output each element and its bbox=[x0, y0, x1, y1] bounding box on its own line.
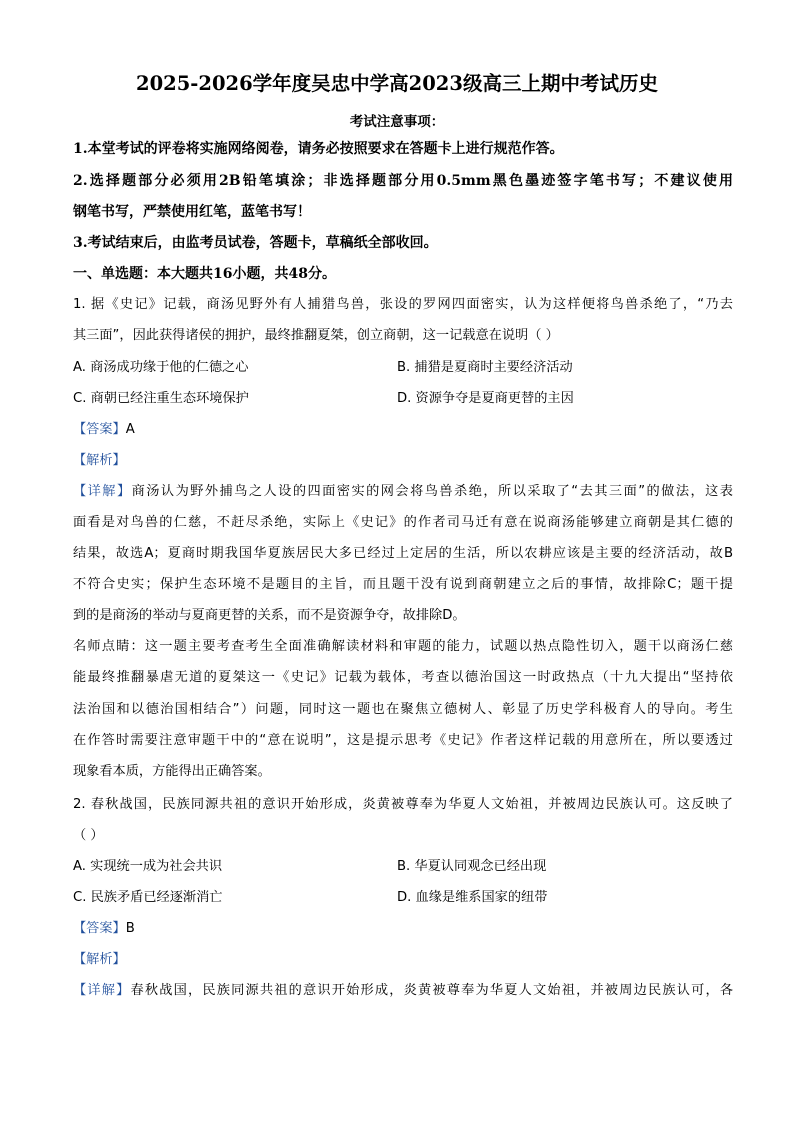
q2-detail-line-1 bbox=[73, 981, 733, 1001]
q1-detail-line-4: 不符合史实；保护生态环境不是题目的主旨，而且题干没有说到商朝建立之后的事情，故排除C；题干提 bbox=[73, 577, 733, 592]
q1-option-d: D. 资源争夺是夏商更替的主因 bbox=[397, 391, 574, 406]
notice-2: 2.选择题部分必须用2B铅笔填涂；非选择题部分用0.5mm黑色墨迹签字笔书写；不建议使用 bbox=[73, 173, 733, 189]
notice-3: 3.考试结束后，由监考员试卷，答题卡，草稿纸全部收回。 bbox=[73, 235, 438, 251]
q1-teacher-line-1: 名师点睛：这一题主要考查考生全面准确解读材料和审题的能力，试题以热点隐性切入，题干以商汤仁慈 bbox=[73, 639, 733, 654]
q1-option-b: B. 捕猎是夏商时主要经济活动 bbox=[397, 360, 573, 375]
q1-detail-line-5: 到的是商汤的举动与夏商更替的关系，而不是资源争夺，故排除D。 bbox=[73, 608, 466, 623]
q1-teacher-line-3: 法治国和以德治国相结合”）问题，同时这一题也在聚焦立德树人、彰显了历史学科极育人的导向。考生 bbox=[73, 702, 733, 717]
page-title: 2025-2026学年度吴忠中学高2023级高三上期中考试历史 bbox=[136, 72, 658, 95]
q1-detail-text-1: 商汤认为野外捕鸟之人设的四面密实的网会将鸟兽杀绝，所以采取了“去其三面”的做法，这表 bbox=[131, 484, 733, 499]
notice-2-cont: 钢笔书写，严禁使用红笔，蓝笔书写！ bbox=[73, 204, 311, 220]
q1-answer-value: A bbox=[125, 422, 135, 437]
q2-option-d: D. 血缘是维系国家的纽带 bbox=[397, 890, 548, 905]
q1-stem-line-1: 1. 据《史记》记载，商汤见野外有人捕猎鸟兽，张设的罗网四面密实，认为这样便将鸟兽杀绝了，“乃去 bbox=[73, 297, 733, 312]
q2-answer-value: B bbox=[125, 921, 135, 936]
q2-detail-text-1: 春秋战国，民族同源共祖的意识开始形成，炎黄被尊奉为华夏人文始祖，并被周边民族认可，各 bbox=[130, 983, 734, 998]
q1-teacher-line-4: 在作答时需要注意审题干中的“意在说明”，这是提示思考《史记》作者这样记载的用意所在，所以要透过 bbox=[73, 733, 733, 748]
q1-teacher-line-5: 现象看本质，方能得出正确答案。 bbox=[73, 764, 271, 779]
q1-detail-tag: 【详解】 bbox=[73, 484, 132, 499]
q1-teacher-line-2: 能最终推翻暴虐无道的夏桀这一《史记》记载为载体，考查以德治国这一时政热点（十九大提出“坚持依 bbox=[73, 670, 733, 685]
q1-answer-tag: 【答案】 bbox=[73, 422, 126, 437]
q1-option-a: A. 商汤成功缘于他的仁德之心 bbox=[73, 360, 249, 375]
q2-stem-line-2: （ ） bbox=[73, 828, 104, 843]
q2-option-a: A. 实现统一成为社会共识 bbox=[73, 859, 223, 874]
q2-option-b: B. 华夏认同观念已经出现 bbox=[397, 859, 547, 874]
q2-detail-tag: 【详解】 bbox=[73, 983, 131, 998]
q2-answer-tag: 【答案】 bbox=[73, 921, 126, 936]
q1-stem-line-2: 其三面”，因此获得诸侯的拥护，最终推翻夏桀，创立商朝，这一记载意在说明（ ） bbox=[73, 328, 559, 343]
q1-answer bbox=[73, 420, 135, 440]
q2-option-c: C. 民族矛盾已经逐渐消亡 bbox=[73, 890, 223, 905]
notice-heading: 考试注意事项： bbox=[349, 114, 445, 130]
section-heading: 一、单选题：本大题共16小题，共48分。 bbox=[73, 266, 336, 282]
q1-analysis-tag: 【解析】 bbox=[73, 453, 126, 468]
q1-option-c: C. 商朝已经注重生态环境保护 bbox=[73, 391, 249, 406]
q1-detail-line-2: 面看是对鸟兽的仁慈，不赶尽杀绝，实际上《史记》的作者司马迁有意在说商汤能够建立商朝是其仁德的 bbox=[73, 515, 733, 530]
q2-analysis-tag: 【解析】 bbox=[73, 952, 126, 967]
q1-detail-line-3: 结果，故选A；夏商时期我国华夏族居民大多已经过上定居的生活，所以农耕应该是主要的经济活动，故B bbox=[73, 546, 733, 561]
q2-stem-line-1: 2. 春秋战国，民族同源共祖的意识开始形成，炎黄被尊奉为华夏人文始祖，并被周边民族认可。这反映了 bbox=[73, 797, 733, 812]
notice-1: 1.本堂考试的评卷将实施网络阅卷，请务必按照要求在答题卡上进行规范作答。 bbox=[73, 141, 564, 157]
q2-answer bbox=[73, 919, 135, 939]
q1-detail-line-1 bbox=[73, 482, 733, 502]
